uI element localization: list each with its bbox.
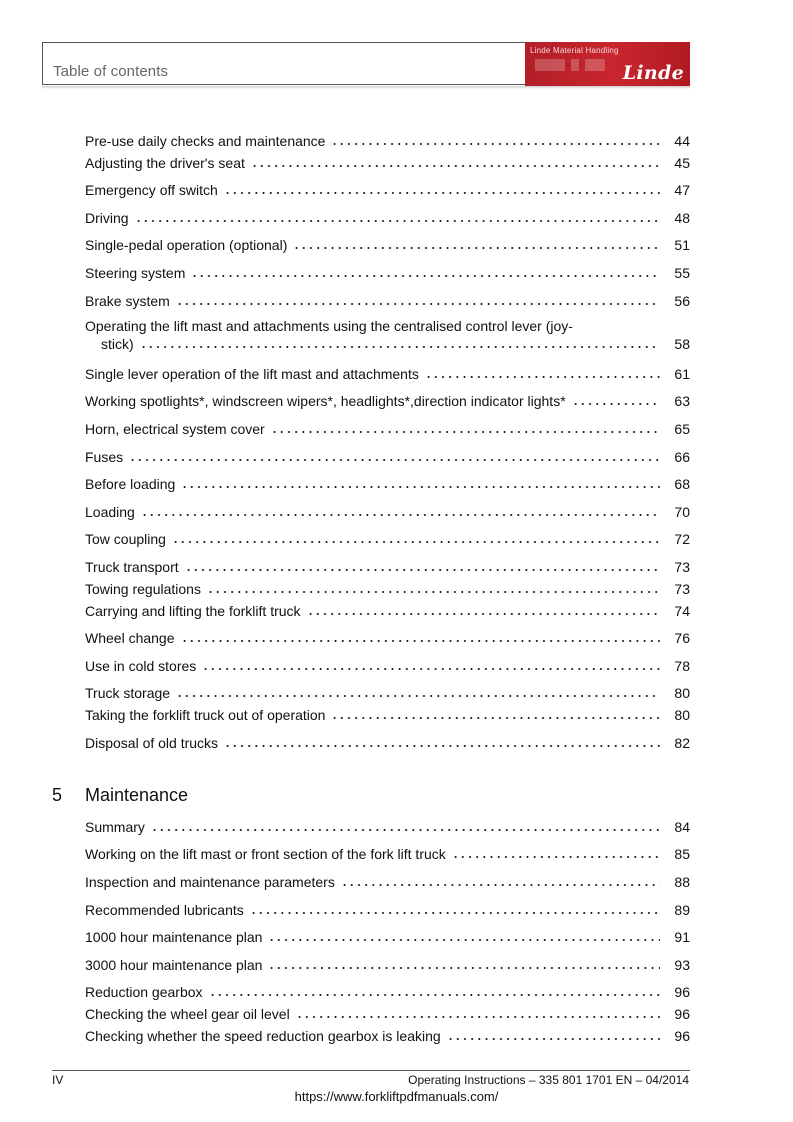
toc-entry-title-line2: stick) [101,336,134,352]
toc-entry[interactable] [85,1025,690,1045]
toc-entry[interactable] [85,1003,690,1023]
toc-entry-page: 63 [674,393,690,409]
toc-entry[interactable] [85,704,690,724]
toc-entry-title: Towing regulations [85,581,201,597]
toc-entry[interactable] [85,556,690,576]
dot-leader [250,902,660,916]
toc-entry[interactable] [85,816,690,836]
toc-entry-title: Truck transport [85,559,179,575]
dot-leader [151,819,660,833]
toc-entry-wrapped[interactable] [85,317,690,357]
dot-leader [181,630,660,644]
footer-document-info: Operating Instructions – 335 801 1701 EN – 04/2014 [408,1073,689,1087]
header-box [42,42,690,85]
footer-url-link[interactable]: https://www.forkliftpdfmanuals.com/ [294,1089,499,1104]
toc-entry-page: 56 [674,293,690,309]
dot-leader [207,581,660,595]
toc-entry-page: 76 [674,630,690,646]
toc-entry-page: 61 [674,366,690,382]
toc-entry-title: Emergency off switch [85,182,218,198]
dot-leader [268,957,660,971]
toc-entry-title: Adjusting the driver's seat [85,155,245,171]
dot-leader [572,393,660,407]
toc-entry-page: 73 [674,559,690,575]
toc-entry-title: Reduction gearbox [85,984,203,1000]
toc-entry[interactable] [85,871,690,891]
toc-entry[interactable] [85,655,690,675]
dot-leader [141,504,660,518]
toc-entry-title: Checking the wheel gear oil level [85,1006,290,1022]
toc-entry-page: 96 [674,1006,690,1022]
dot-leader [271,421,660,435]
toc-entry-title: Working on the lift mast or front section of the fork lift truck [85,846,446,862]
toc-entry-title: Summary [85,819,145,835]
toc-entry[interactable] [85,600,690,620]
toc-entry[interactable] [85,446,690,466]
dot-leader [185,559,660,573]
toc-entry-title: 3000 hour maintenance plan [85,957,263,973]
toc-entry-page: 85 [674,846,690,862]
toc-entry[interactable] [85,899,690,919]
toc-entry-title: Working spotlights*, windscreen wipers*, headlights*,direction indicator lights* [85,393,566,409]
dot-leader [251,155,660,169]
toc-entry[interactable] [85,363,690,383]
dot-leader [224,735,660,749]
dot-leader [191,265,660,279]
toc-entry[interactable] [85,473,690,493]
toc-entry[interactable] [85,234,690,254]
dot-leader [181,476,660,490]
toc-entry[interactable] [85,627,690,647]
toc-entry-page: 47 [674,182,690,198]
toc-entry-page: 68 [674,476,690,492]
toc-entry-page: 89 [674,902,690,918]
toc-entry[interactable] [85,390,690,410]
dot-leader [341,874,660,888]
dot-leader [307,603,660,617]
toc-entry-title: Fuses [85,449,124,465]
footer-rule [52,1070,690,1071]
toc-entry-title: Loading [85,504,135,520]
toc-entry-title: Carrying and lifting the forklift truck [85,603,301,619]
dot-leader [172,531,660,545]
dot-leader [176,293,660,307]
footer-page-number: IV [52,1073,64,1087]
toc-entry-page: 72 [674,531,690,547]
toc-entry-title: Brake system [85,293,170,309]
toc-entry-page: 82 [674,735,690,751]
header-shadow [42,86,690,89]
toc-entry-title: Single lever operation of the lift mast and attachments [85,366,419,382]
dot-leader [331,707,660,721]
dot-leader [176,685,660,699]
dot-leader [209,984,660,998]
toc-entry-page: 91 [674,929,690,945]
header-title: Table of contents [53,63,169,80]
toc-entry-page: 96 [674,984,690,1000]
toc-entry[interactable] [85,207,690,227]
toc-entry-page: 80 [674,707,690,723]
toc-entry-page: 44 [674,133,690,149]
toc-entry-title-line1: Operating the lift mast and attachments using the centralised control lever (joy- [85,318,573,334]
section-number: 5 [52,785,63,805]
toc-entry-title: Pre-use daily checks and maintenance [85,133,326,149]
toc-entry-title: Horn, electrical system cover [85,421,265,437]
toc-entry[interactable] [85,130,690,150]
toc-entry-page: 96 [674,1028,690,1044]
toc-entry-title: Single-pedal operation (optional) [85,237,288,253]
toc-entry-title: Wheel change [85,630,175,646]
dot-leader [129,449,660,463]
toc-entry-page: 48 [674,210,690,226]
toc-entry-title: Tow coupling [85,531,166,547]
toc-entry-page: 51 [674,237,690,253]
toc-entry-title: Steering system [85,265,186,281]
toc-entry-page: 73 [674,581,690,597]
toc-entry-title: Recommended lubricants [85,902,244,918]
brand-subtitle: Linde Material Handling [530,46,619,55]
dot-leader [447,1028,660,1042]
dot-leader [135,210,660,224]
toc-entry[interactable] [85,981,690,1001]
toc-entry-page: 84 [674,819,690,835]
toc-entry[interactable] [85,578,690,598]
toc-entry-title: Taking the forklift truck out of operation [85,707,326,723]
toc-entry[interactable] [85,179,690,199]
toc-entry-page: 74 [674,603,690,619]
toc-entry-title: Truck storage [85,685,171,701]
toc-entry[interactable] [85,682,690,702]
dot-leader [202,658,660,672]
toc-entry[interactable] [85,152,690,172]
toc-entry[interactable] [85,262,690,282]
toc-entry-page: 88 [674,874,690,890]
toc-entry[interactable] [85,926,690,946]
toc-entry-page: 55 [674,265,690,281]
dot-leader [293,237,660,251]
toc-entry-page: 78 [674,658,690,674]
dot-leader [296,1006,660,1020]
toc-entry-title: Before loading [85,476,176,492]
toc-entry[interactable] [85,732,690,752]
toc-entry-title: Driving [85,210,129,226]
toc-entry-page: 80 [674,685,690,701]
toc-entry-page: 58 [674,336,690,352]
toc-entry-page: 66 [674,449,690,465]
toc-entry-title: Disposal of old trucks [85,735,219,751]
dot-leader [331,133,660,147]
dot-leader [425,366,660,380]
toc-entry-title: 1000 hour maintenance plan [85,929,263,945]
toc-entry[interactable] [85,528,690,548]
toc-entry[interactable] [85,418,690,438]
toc-entry[interactable] [85,843,690,863]
toc-entry-title: Inspection and maintenance parameters [85,874,335,890]
toc-entry-page: 70 [674,504,690,520]
toc-entry-title: Use in cold stores [85,658,197,674]
dot-leader [140,336,660,350]
toc-entry-page: 93 [674,957,690,973]
dot-leader [268,929,660,943]
linde-brand-logo [525,42,690,86]
brand-logo-text: Linde [622,62,684,84]
dot-leader [452,846,660,860]
toc-entry[interactable] [85,290,690,310]
dot-leader [224,182,660,196]
toc-entry-page: 45 [674,155,690,171]
section-title: Maintenance [85,785,189,805]
toc-entry-page: 65 [674,421,690,437]
toc-entry-title: Checking whether the speed reduction gearbox is leaking [85,1028,441,1044]
toc-entry[interactable] [85,501,690,521]
toc-entry[interactable] [85,954,690,974]
section-heading[interactable] [52,785,452,809]
